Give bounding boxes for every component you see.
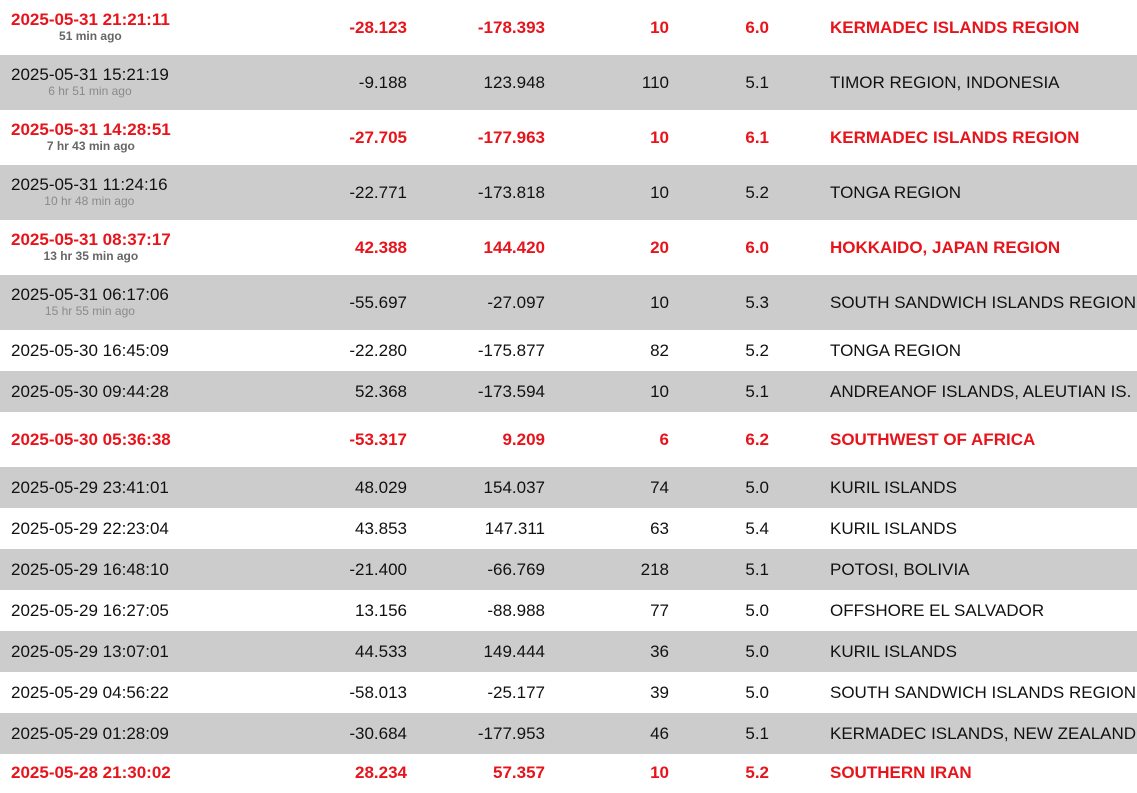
depth: 10 [650, 182, 669, 202]
longitude: -173.818 [477, 182, 545, 202]
magnitude: 5.2 [745, 182, 769, 202]
longitude: -177.953 [477, 723, 545, 743]
region: KERMADEC ISLANDS REGION [830, 17, 1080, 37]
event-time: 2025-05-29 04:56:22 [11, 682, 169, 702]
longitude: -173.594 [477, 381, 545, 401]
region: KURIL ISLANDS [830, 641, 957, 661]
latitude: 43.853 [355, 518, 407, 538]
time-ago: 15 hr 55 min ago [44, 304, 135, 318]
depth: 6 [659, 429, 669, 449]
latitude: -21.400 [349, 559, 407, 579]
table-row[interactable] [0, 713, 1137, 754]
latitude: 42.388 [355, 237, 407, 257]
magnitude: 5.2 [745, 763, 769, 782]
table-row[interactable] [0, 672, 1137, 713]
event-time: 2025-05-31 06:17:06 [11, 285, 169, 304]
depth: 10 [650, 292, 669, 312]
magnitude: 6.2 [745, 429, 769, 449]
longitude: 9.209 [502, 429, 545, 449]
longitude: 154.037 [483, 477, 545, 497]
depth: 20 [650, 237, 669, 257]
region: KERMADEC ISLANDS REGION [830, 127, 1080, 147]
magnitude: 5.0 [745, 600, 769, 620]
region: ANDREANOF ISLANDS, ALEUTIAN IS. [830, 381, 1132, 401]
longitude: 149.444 [483, 641, 545, 661]
event-time: 2025-05-30 16:45:09 [11, 340, 169, 360]
table-row[interactable] [0, 754, 1137, 792]
longitude: -178.393 [477, 17, 545, 37]
event-time: 2025-05-29 16:27:05 [11, 600, 169, 620]
depth: 36 [650, 641, 669, 661]
depth: 82 [650, 340, 669, 360]
magnitude: 5.0 [745, 641, 769, 661]
table-row[interactable] [0, 165, 1137, 220]
time-ago: 13 hr 35 min ago [43, 249, 139, 263]
region: SOUTHERN IRAN [830, 763, 972, 782]
region: SOUTHWEST OF AFRICA [830, 429, 1036, 449]
latitude: 48.029 [355, 477, 407, 497]
region: SOUTH SANDWICH ISLANDS REGION [830, 292, 1137, 312]
magnitude: 5.3 [745, 292, 769, 312]
time-ago: 10 hr 48 min ago [44, 194, 135, 208]
table-row[interactable] [0, 631, 1137, 672]
region: TIMOR REGION, INDONESIA [830, 72, 1060, 92]
latitude: -55.697 [349, 292, 407, 312]
magnitude: 6.0 [745, 17, 769, 37]
magnitude: 5.0 [745, 477, 769, 497]
magnitude: 5.4 [745, 518, 769, 538]
longitude: -88.988 [487, 600, 545, 620]
longitude: 144.420 [483, 237, 545, 257]
event-time: 2025-05-29 13:07:01 [11, 641, 169, 661]
time-block [11, 285, 169, 318]
latitude: -22.280 [349, 340, 407, 360]
event-time: 2025-05-31 11:24:16 [11, 175, 168, 194]
event-time: 2025-05-29 01:28:09 [11, 723, 169, 743]
time-block [11, 175, 168, 208]
depth: 110 [641, 72, 669, 92]
depth: 77 [650, 600, 669, 620]
region: OFFSHORE EL SALVADOR [830, 600, 1045, 620]
event-time: 2025-05-31 14:28:51 [11, 120, 171, 139]
latitude: -9.188 [358, 72, 407, 92]
depth: 10 [650, 763, 669, 782]
latitude: 44.533 [355, 641, 407, 661]
longitude: -25.177 [487, 682, 545, 702]
depth: 10 [650, 17, 669, 37]
depth: 218 [640, 559, 669, 579]
depth: 63 [650, 518, 669, 538]
region: TONGA REGION [830, 182, 961, 202]
magnitude: 5.1 [745, 72, 769, 92]
event-time: 2025-05-29 23:41:01 [11, 477, 169, 497]
time-cell [0, 0, 333, 55]
event-time: 2025-05-29 16:48:10 [11, 559, 169, 579]
table-row[interactable] [0, 220, 1137, 275]
table-row[interactable] [0, 508, 1137, 549]
longitude: -66.769 [487, 559, 545, 579]
latitude: -22.771 [349, 182, 407, 202]
time-cell [0, 220, 333, 275]
depth: 10 [650, 127, 669, 147]
event-time: 2025-05-30 05:36:38 [11, 429, 171, 449]
region: POTOSI, BOLIVIA [830, 559, 970, 579]
time-cell [0, 165, 333, 220]
time-block [11, 10, 170, 43]
magnitude: 5.1 [745, 723, 769, 743]
event-time: 2025-05-28 21:30:02 [11, 763, 171, 782]
longitude: 147.311 [484, 518, 545, 538]
table-row[interactable] [0, 371, 1137, 412]
depth: 10 [650, 381, 669, 401]
time-cell [0, 110, 333, 165]
region: SOUTH SANDWICH ISLANDS REGION [830, 682, 1137, 702]
table-row[interactable] [0, 467, 1137, 508]
magnitude: 6.1 [745, 127, 769, 147]
time-ago: 7 hr 43 min ago [46, 139, 135, 153]
time-block [11, 120, 171, 153]
event-time: 2025-05-31 08:37:17 [11, 230, 171, 249]
time-cell [0, 55, 333, 110]
table-row[interactable] [0, 412, 1137, 467]
latitude: 52.368 [355, 381, 407, 401]
time-cell [0, 275, 333, 330]
region: KERMADEC ISLANDS, NEW ZEALAND [830, 723, 1137, 743]
magnitude: 5.1 [745, 381, 769, 401]
longitude: 123.948 [483, 72, 545, 92]
event-time: 2025-05-31 15:21:19 [11, 65, 169, 84]
time-ago: 51 min ago [59, 29, 122, 43]
depth: 39 [650, 682, 669, 702]
depth: 46 [650, 723, 669, 743]
latitude: -30.684 [349, 723, 407, 743]
magnitude: 6.0 [745, 237, 769, 257]
table-row[interactable] [0, 330, 1137, 371]
table-row[interactable] [0, 110, 1137, 165]
longitude: -175.877 [477, 340, 545, 360]
longitude: 57.357 [493, 763, 545, 782]
event-time: 2025-05-30 09:44:28 [11, 381, 169, 401]
time-block [11, 65, 169, 98]
magnitude: 5.2 [745, 340, 769, 360]
latitude: -28.123 [349, 17, 407, 37]
latitude: 28.234 [355, 763, 407, 782]
magnitude: 5.0 [745, 682, 769, 702]
table-row[interactable] [0, 275, 1137, 330]
time-ago: 6 hr 51 min ago [48, 84, 132, 98]
longitude: -177.963 [477, 127, 545, 147]
latitude: -58.013 [349, 682, 407, 702]
region: KURIL ISLANDS [830, 477, 957, 497]
latitude: -27.705 [349, 127, 407, 147]
table-row[interactable] [0, 590, 1137, 631]
table-row[interactable] [0, 549, 1137, 590]
region: KURIL ISLANDS [830, 518, 957, 538]
longitude: -27.097 [487, 292, 545, 312]
event-time: 2025-05-31 21:21:11 [11, 10, 170, 29]
time-block [11, 230, 171, 263]
region: TONGA REGION [830, 340, 961, 360]
table-row[interactable] [0, 0, 1137, 55]
latitude: 13.156 [355, 600, 407, 620]
latitude: -53.317 [349, 429, 407, 449]
magnitude: 5.1 [745, 559, 769, 579]
region: HOKKAIDO, JAPAN REGION [830, 237, 1061, 257]
table-row[interactable] [0, 55, 1137, 110]
event-time: 2025-05-29 22:23:04 [11, 518, 169, 538]
depth: 74 [650, 477, 669, 497]
